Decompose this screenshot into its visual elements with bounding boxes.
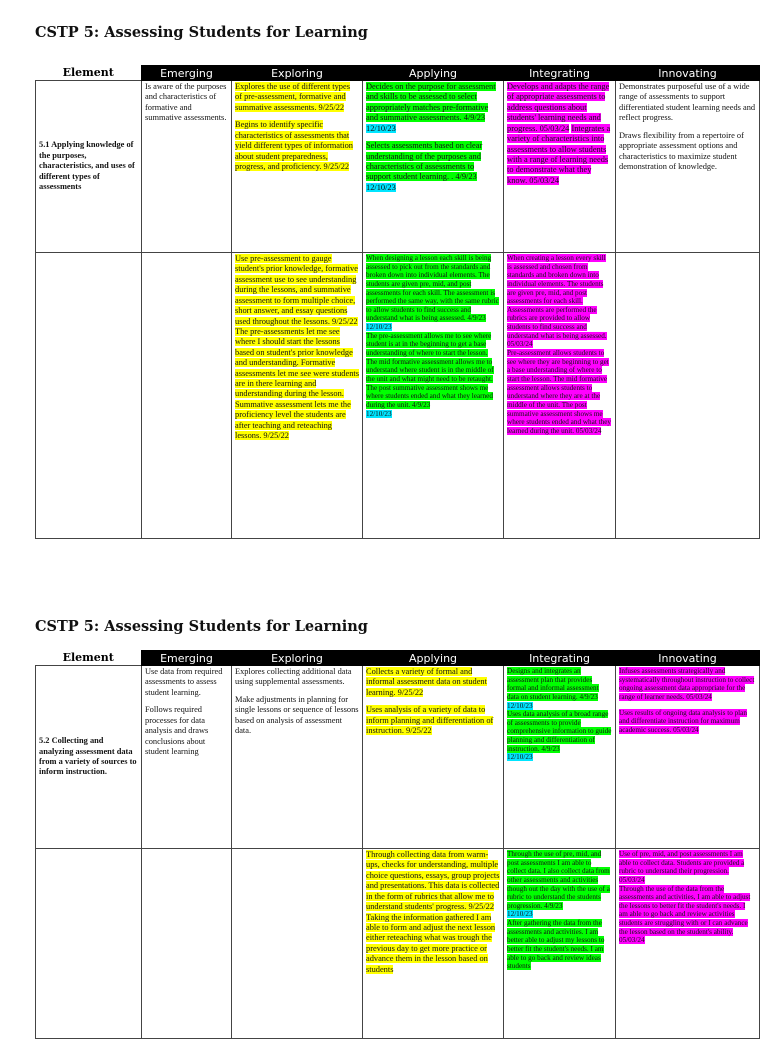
integrating-cell: Through the use of pre, mid, and post assessments I am able to collect data. I also collect data from other assessments and activities though out the day with the use of a rubric to understand the students progression. 4/9/23 12/10/23 After gathering the data from the assessments and activities. I am better able to adjust my lessons to better fit the student's needs. I am able to go back and review ideas students: [504, 849, 616, 1039]
applying-cell: Collects a variety of formal and informal assessment data on student learning. 9/25/22 Uses analysis of a variety of data to inform planning and differentiation of instruction. 9/25/22: [363, 666, 504, 849]
section1-title: CSTP 5: Assessing Students for Learning: [35, 24, 368, 41]
table-row: [36, 849, 760, 1039]
rubric-table-1: [35, 65, 760, 539]
exploring-cell-empty: [232, 849, 363, 1039]
emerging-cell-empty: [142, 253, 232, 539]
header-innovating: Innovating: [616, 651, 760, 666]
integrating-cell: When creating a lesson every skill is assessed and chosen from standards and broken down into individual elements. The students are given pre, mid, and post assessments for each skill. Assessments are performed the rubrics are provided to allow students to find success and understand what is being assessed. 05/03/24 Pre-assessment allows students to see where they are beginning to get a base understanding of where to start the lesson. The mid formative assessment allows students to understand where they are at the middle of the unit. The post summative assessment shows me where students ended and what they learned during the unit. 05/03/24: [504, 253, 616, 539]
applying-cell: When designing a lesson each skill is being assessed to pick out from the standards and broken down into individual elements. The students are given pre, mid, and post assessments for each skill. The assessment is performed the same way, with the same rubric to allow students to find success and understand what is being assessed. 4/9/23 12/10/23 The pre-assessment allows me to see where student is at in the beginning to get a base understanding of where to start the lesson. The mid formative assessment allows me to understand where student is in the middle of the unit and what might need to be retaught. The post summative assessment shows me where students ended and what they learned during the unit. 4/9/23 12/10/23: [363, 253, 504, 539]
header-innovating: Innovating: [616, 66, 760, 81]
emerging-cell: Is aware of the purposes and characteristics of formative and summative assessments.: [142, 81, 232, 253]
element-cell-empty: [36, 849, 142, 1039]
header-emerging: Emerging: [142, 651, 232, 666]
header-integrating: Integrating: [504, 651, 616, 666]
header-applying: Applying: [363, 651, 504, 666]
element-cell-empty: [36, 253, 142, 539]
header-element: Element: [36, 66, 142, 81]
innovating-cell: Use of pre, mid, and post assessments I am able to collect data. Students are provided a rubric to understand their progression. 05/03/24 Through the use of the data from the assessments and activities, I am able to adjust the lessons to better fit the student's needs. I am able to go back and review activities students are struggling with or I can advance the lesson based on the student's ability. 05/03/24: [616, 849, 760, 1039]
header-emerging: Emerging: [142, 66, 232, 81]
header-exploring: Exploring: [232, 66, 363, 81]
exploring-cell: Explores the use of different types of pre-assessment, formative and summative assessments. 9/25/22 Begins to identify specific characteristics of assessments that yield different types of information about student preparedness, progress, and proficiency. 9/25/22: [232, 81, 363, 253]
integrating-cell: Develops and adapts the range of appropriate assessments to address questions about students' learning needs and progress. 05/03/24 Integrates a variety of characteristics into assessments to allow students with a range of learning needs to demonstrate what they know. 05/03/24: [504, 81, 616, 253]
header-element: Element: [36, 651, 142, 666]
section2-title: CSTP 5: Assessing Students for Learning: [35, 618, 368, 635]
header-exploring: Exploring: [232, 651, 363, 666]
table-row: [36, 253, 760, 539]
rubric-table-2: [35, 650, 760, 1039]
integrating-cell: Designs and integrates an assessment plan that provides formal and informal assessment data on student learning. 4/9/23 12/10/23 Uses data analysis of a broad range of assessments to provide comprehensive information to guide planning and differentiation of instruction. 4/9/23 12/10/23: [504, 666, 616, 849]
innovating-cell: Infuses assessments strategically and systematically throughout instruction to collect ongoing assessment data appropriate for the range of learner needs. 05/03/24 Uses results of ongoing data analysis to plan and differentiate instruction for maximum academic success. 05/03/24: [616, 666, 760, 849]
applying-cell: Decides on the purpose for assessment and skills to be assessed to select appropriately matches pre-formative and summative assessments. 4/9/23 12/10/23 Selects assessments based on clear understanding of the purposes and characteristics of assessments to support student learning. . 4/9/23 12/10/23: [363, 81, 504, 253]
header-integrating: Integrating: [504, 66, 616, 81]
innovating-cell-empty: [616, 253, 760, 539]
exploring-cell: Use pre-assessment to gauge student's prior knowledge, formative assessment use to see understanding during the lessons, and summative assessment to form multiple choice, short answer, and essay questions used throughout the lessons. 9/25/22 The pre-assessments let me see where I should start the lessons based on student's prior knowledge and understanding. Formative assessments let me see were students are in there learning and understanding during the lesson. Summative assessment lets me the proficiency level the students are after teaching and reteaching lessons. 9/25/22: [232, 253, 363, 539]
emerging-cell: Use data from required assessments to assess student learning. Follows required processes for data analysis and draws conclusions about student learning: [142, 666, 232, 849]
element-cell: 5.1 Applying knowledge of the purposes, characteristics, and uses of different types of assessments: [36, 81, 142, 253]
exploring-cell: Explores collecting additional data using supplemental assessments. Make adjustments in planning for single lessons or sequence of lessons based on analysis of assessment data.: [232, 666, 363, 849]
table-row: [36, 666, 760, 849]
emerging-cell-empty: [142, 849, 232, 1039]
applying-cell: Through collecting data from warm-ups, checks for understanding, multiple choice questions, essays, group projects and presentations. This data is collected in the form of rubrics that allow me to understand students' progress. 9/25/22 Taking the information gathered I am able to form and adjust the next lesson either reteaching what was trough the previous day to get more practice or advance them in the lesson based on students: [363, 849, 504, 1039]
header-applying: Applying: [363, 66, 504, 81]
innovating-cell: Demonstrates purposeful use of a wide range of assessments to support differentiated student learning needs and reflect progress. Draws flexibility from a repertoire of appropriate assessment options and characteristics to maximize student demonstration of knowledge.: [616, 81, 760, 253]
element-cell: 5.2 Collecting and analyzing assessment data from a variety of sources to inform instruction.: [36, 666, 142, 849]
table-row: [36, 81, 760, 253]
